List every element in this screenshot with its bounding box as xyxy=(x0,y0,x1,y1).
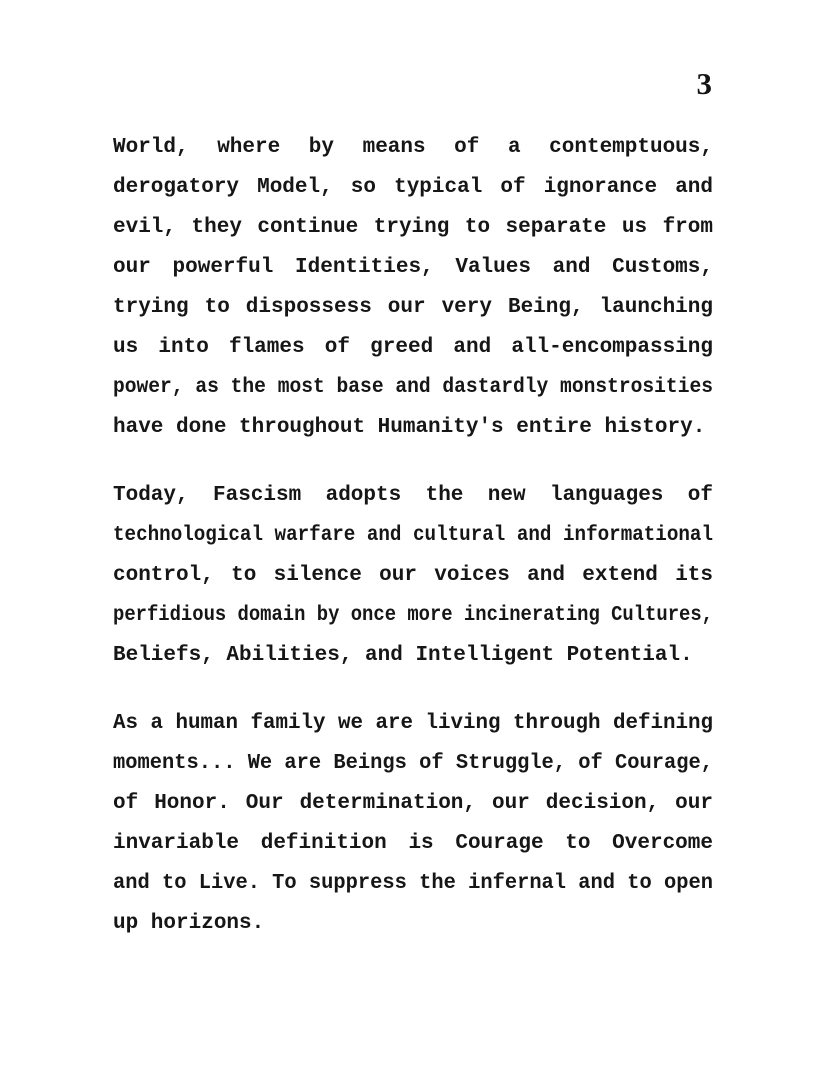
text-line: our powerful Identities, Values and Customs, xyxy=(113,256,713,279)
text-line: evil, they continue trying to separate us from xyxy=(113,216,713,239)
text-line: moments... We are Beings of Struggle, of Courage, xyxy=(113,752,713,775)
text-line: invariable definition is Courage to Overcome xyxy=(113,832,713,855)
text-line: trying to dispossess our very Being, launching xyxy=(113,296,713,319)
text-line: of Honor. Our determination, our decision, our xyxy=(113,792,713,815)
text-line: Beliefs, Abilities, and Intelligent Potential. xyxy=(113,644,693,667)
page-number: 3 xyxy=(696,66,712,101)
text-line: have done throughout Humanity's entire history. xyxy=(113,416,706,439)
text-line: technological warfare and cultural and informational xyxy=(113,524,713,547)
text-line: and to Live. To suppress the infernal and to open xyxy=(113,872,713,895)
text-line: power, as the most base and dastardly monstrosities xyxy=(113,376,713,399)
text-line: Today, Fascism adopts the new languages of xyxy=(113,484,713,507)
paragraph xyxy=(113,476,713,676)
text-line: As a human family we are living through defining xyxy=(113,712,713,735)
text-line: World, where by means of a contemptuous, xyxy=(113,136,713,159)
text-line: derogatory Model, so typical of ignorance and xyxy=(113,176,713,199)
text-line: perfidious domain by once more incinerating Cultures, xyxy=(113,604,713,627)
page-body-text xyxy=(113,128,713,972)
paragraph xyxy=(113,128,713,448)
paragraph xyxy=(113,704,713,944)
text-line: up horizons. xyxy=(113,912,265,935)
text-line: us into flames of greed and all-encompassing xyxy=(113,336,713,359)
text-line: control, to silence our voices and extend its xyxy=(113,564,713,587)
